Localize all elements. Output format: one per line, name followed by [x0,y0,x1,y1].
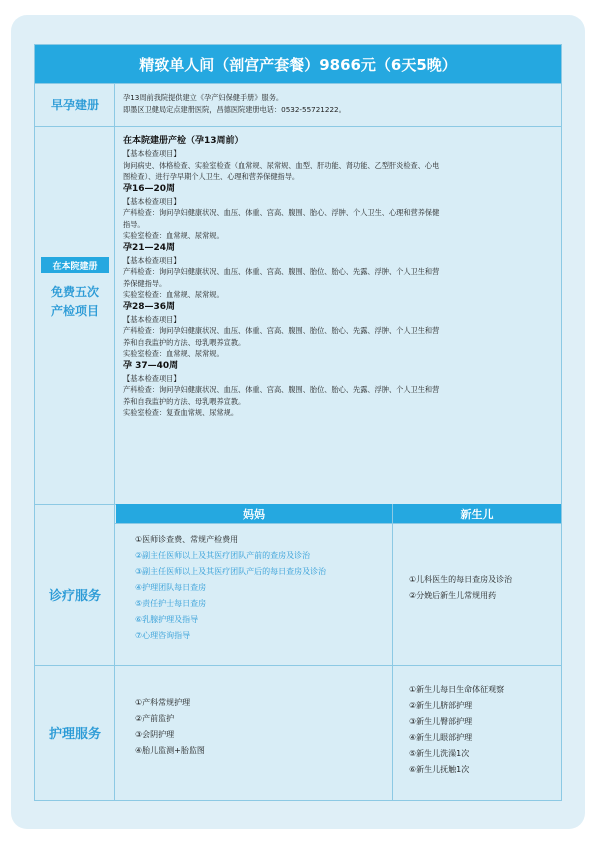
prenatal-label [35,281,115,323]
list-item: ④新生儿眼部护理 [409,733,473,742]
bracket-label: 【基本检查项目】 [123,149,181,158]
prenatal-head: 在本院建册产检（孕13周前） [123,136,244,146]
block-line: 实验室检查：复查血常规、尿常规。 [123,408,239,417]
mom-column-head: 妈妈 [116,504,392,523]
list-item: ④胎儿监测+胎监图 [135,746,205,755]
block-title: 孕28—36周 [123,301,176,312]
prenatal-label-line-2: 产检项目 [50,304,99,318]
prenatal-badge: 在本院建册 [41,257,109,273]
prenatal-content [123,135,555,419]
block-line: 产科检查：询问孕妇健康状况、血压、体重、宫高、腹围、胎位、胎心、先露、浮肿、个人卫生和营 [123,267,440,276]
block-line: 指导。 [123,219,145,229]
list-item: ⑤责任护士每日查房 [135,599,207,608]
divider [115,523,561,524]
prenatal-block-4 [123,301,555,360]
early-label: 早孕建册 [50,98,99,112]
block-title: 孕16—20周 [123,183,176,194]
block-line: 产科检查：询问孕妇健康状况、血压、体重、宫高、腹围、胎位、胎心、先露、浮肿、个人卫生和营 [123,326,440,335]
block-line: 养保健指导。 [123,278,167,288]
baby-column-head: 新生儿 [393,504,561,523]
block-line: 养和自我监护的方法、母乳喂养宣教。 [123,396,246,406]
baby-medical-list [409,572,559,604]
prenatal-block-5 [123,360,555,419]
list-item: ②新生儿脐部护理 [409,701,473,710]
package-title: 精致单人间（剖宫产套餐）9866元（6天5晚） [35,45,561,83]
bracket-label: 【基本检查项目】 [123,255,181,265]
block-line: 实验室检查：血常规、尿常规。 [123,231,224,240]
prenatal-block-1 [123,148,555,183]
list-item: ①产科常规护理 [135,698,191,707]
mom-medical-list [135,532,390,644]
nursing-label: 护理服务 [48,727,101,742]
block-line: 图检查）、进行孕早期个人卫生、心理和营养保健指导。 [123,172,300,181]
bracket-label: 【基本检查项目】 [123,373,181,383]
block-line: 产科检查：询问孕妇健康状况、血压、体重、宫高、腹围、胎心、浮肿、个人卫生、心理和营养保健 [123,208,440,217]
divider [35,126,561,127]
prenatal-label-line-1: 免费五次 [50,285,99,299]
block-line: 实验室检查：血常规、尿常规。 [123,290,224,299]
list-item: ①医师诊查费、常规产检费用 [135,535,239,544]
medical-label: 诊疗服务 [48,588,101,604]
early-line-1: 孕13周前我院提供建立《孕产妇保健手册》服务。 [123,93,284,102]
block-title: 孕21—24周 [123,242,176,253]
block-line: 实验室检查：血常规、尿常规。 [123,349,224,358]
list-item: ①儿科医生的每日查房及诊治 [409,575,513,584]
list-item: ⑥新生儿抚触1次 [409,765,470,774]
list-item: ⑤新生儿洗澡1次 [409,749,470,758]
bracket-label: 【基本检查项目】 [123,196,181,206]
mom-nursing-list [135,695,390,759]
list-item: ②产前监护 [135,714,175,723]
list-item: ④护理团队每日查房 [135,583,207,592]
list-item: ⑦心理咨询指导 [135,631,191,640]
list-item: ③会阴护理 [135,730,175,739]
block-line: 养和自我监护的方法、母乳喂养宣教。 [123,337,246,347]
bracket-label: 【基本检查项目】 [123,314,181,324]
column-divider [392,504,393,800]
early-text [123,92,553,115]
list-item: ②分娩后新生儿常规用药 [409,591,497,600]
prenatal-block-3 [123,242,555,301]
list-item: ③新生儿臀部护理 [409,717,473,726]
early-line-2: 即墨区卫健局定点建册医院，昌德医院建册电话：0532-55721222。 [123,104,346,114]
prenatal-block-2 [123,183,555,242]
block-line: 产科检查：询问孕妇健康状况、血压、体重、宫高、腹围、胎位、胎心、先露、浮肿、个人卫生和营 [123,385,440,394]
package-table [34,44,562,801]
list-item: ①新生儿每日生命体征观察 [409,685,505,694]
list-item: ③副主任医师以上及其医疗团队产后的每日查房及诊治 [135,567,327,576]
list-item: ⑥乳腺护理及指导 [135,615,199,624]
block-line: 询问病史、体格检查、实验室检查（血常规、尿常规、血型、肝功能、肾功能、乙型肝炎检查、心电 [123,160,440,170]
baby-nursing-list [409,682,559,778]
list-item: ②副主任医师以上及其医疗团队产前的查房及诊治 [135,551,311,560]
block-title: 孕 37—40周 [123,360,179,371]
